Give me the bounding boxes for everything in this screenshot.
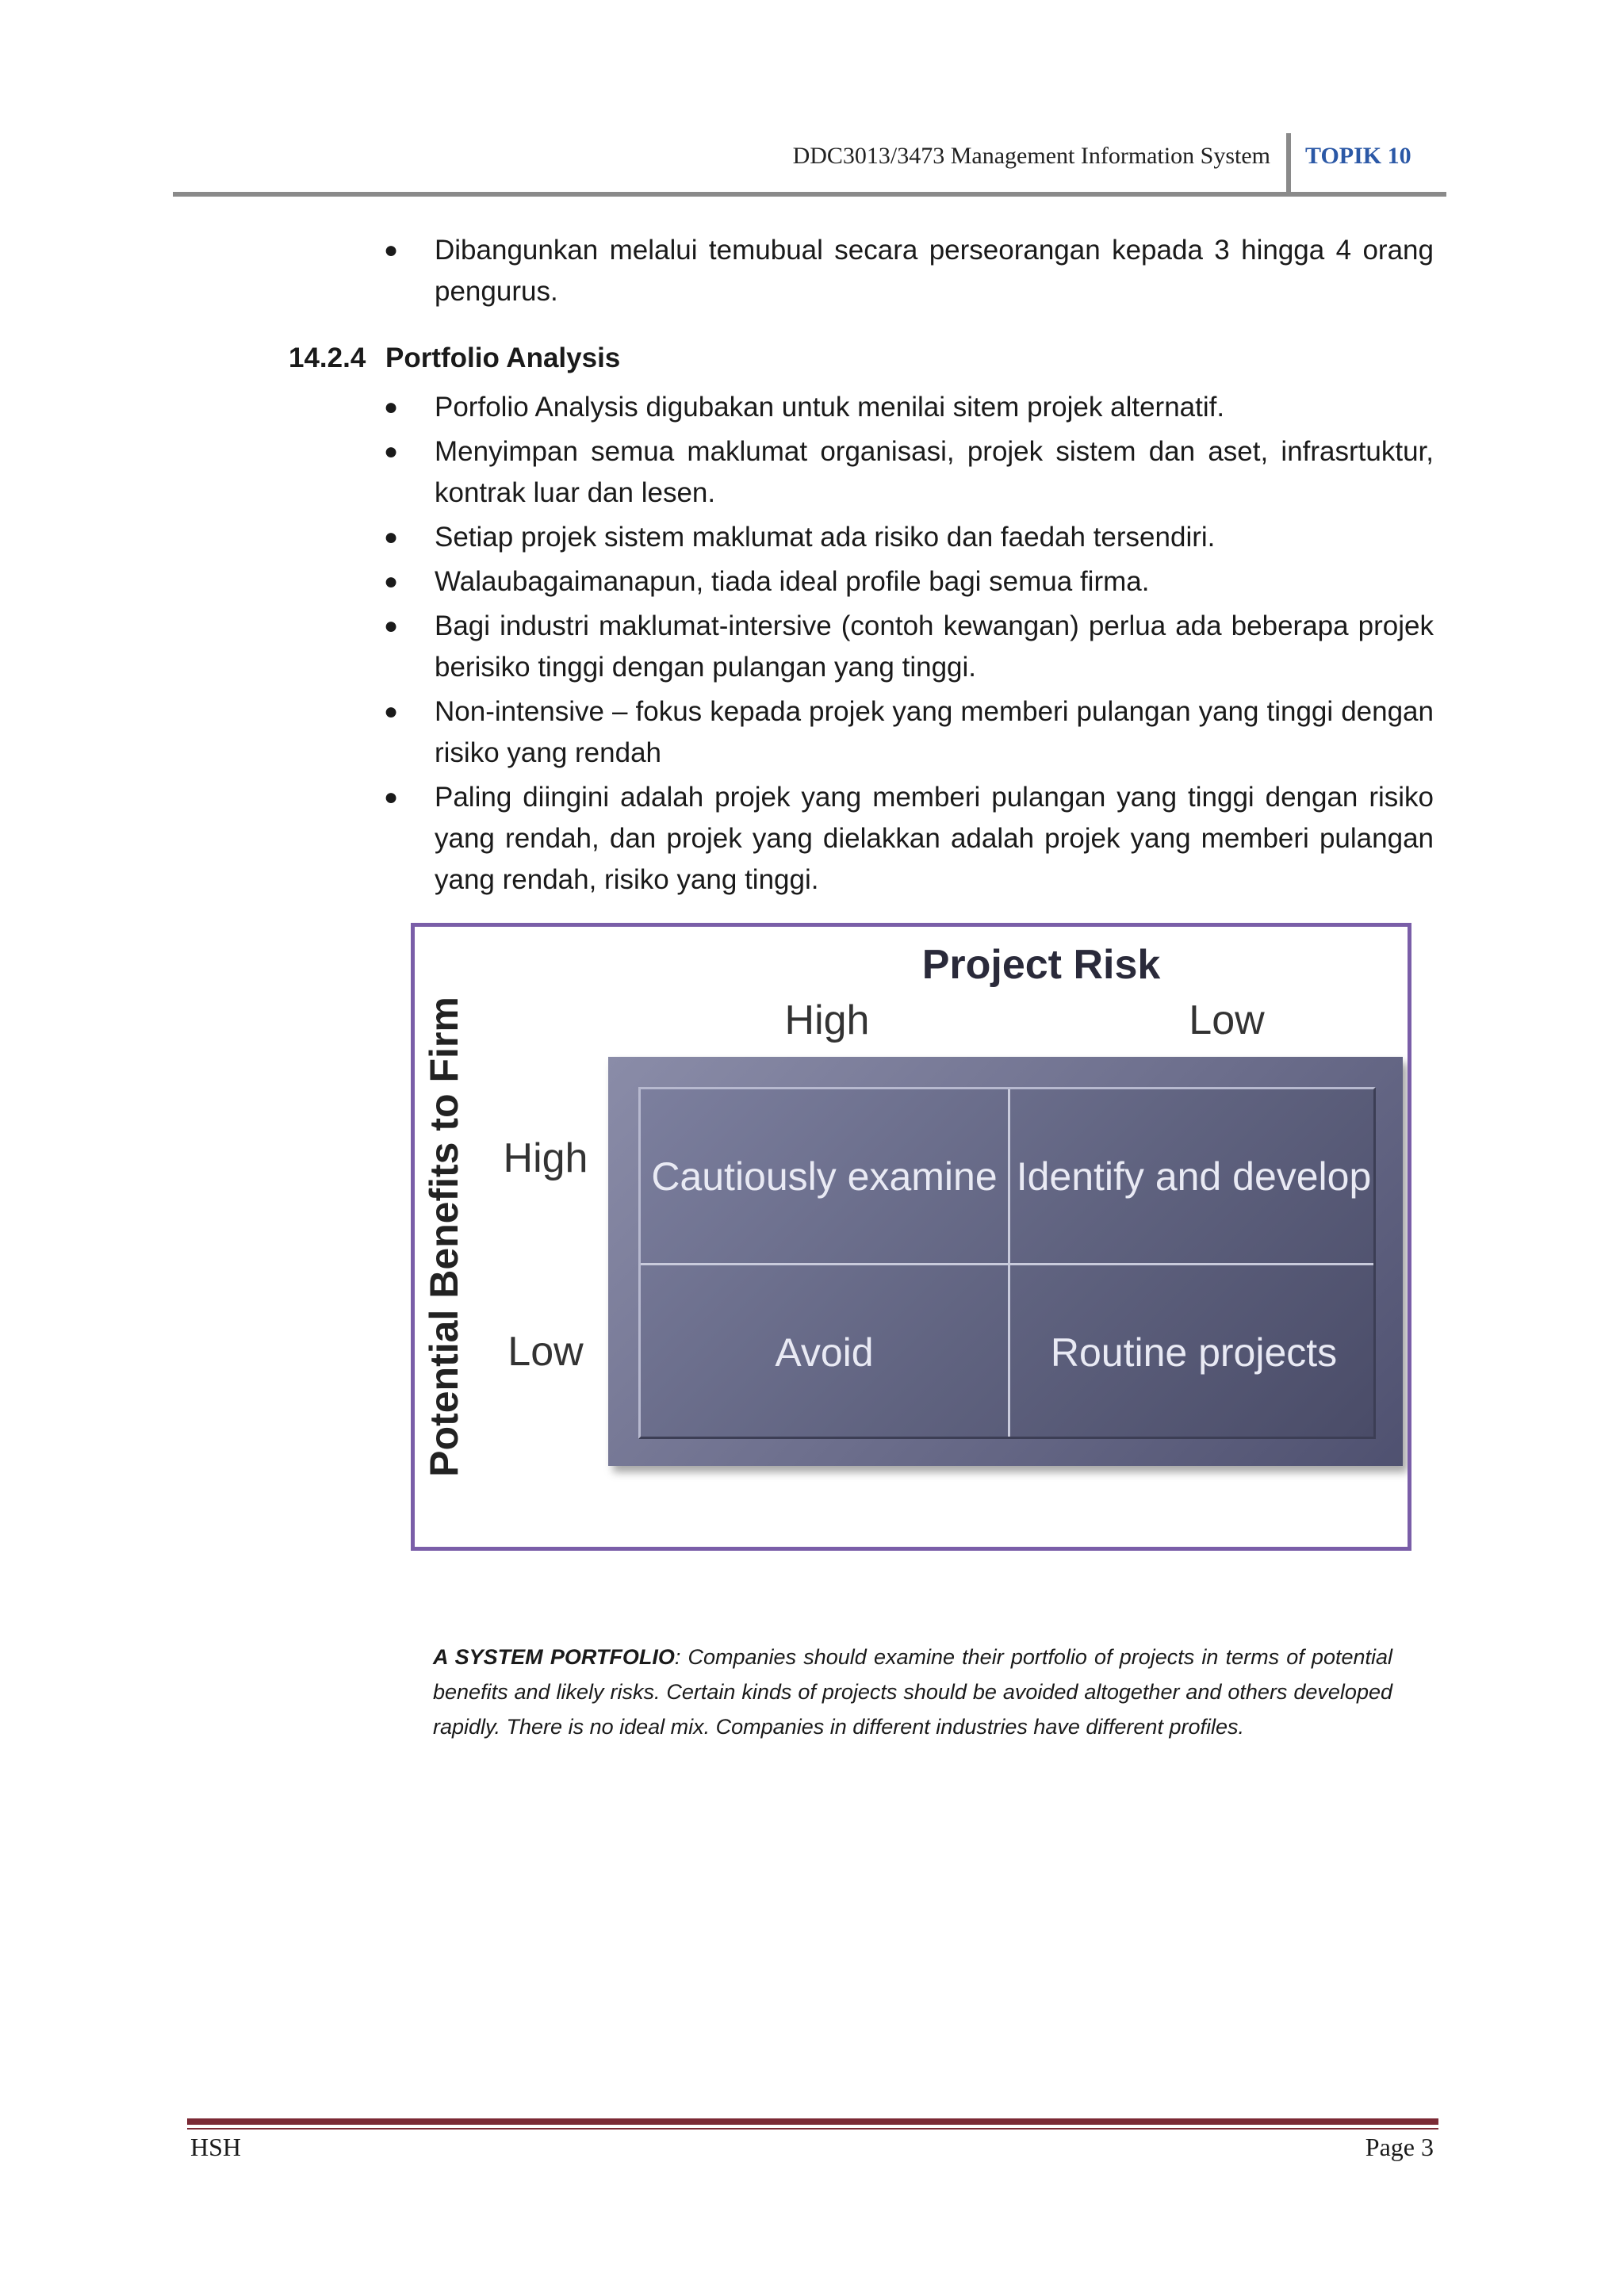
cell-avoid: Avoid — [775, 1330, 874, 1375]
list-item — [379, 561, 1434, 603]
matrix-grid — [638, 1087, 1376, 1439]
header-rule — [173, 192, 1446, 197]
bullet-icon: ● — [384, 784, 399, 810]
footer-rule-thin — [187, 2128, 1438, 2130]
cell-identify-and-develop: Identify and develop — [1016, 1154, 1372, 1199]
caption-lead: A SYSTEM PORTFOLIO — [433, 1645, 675, 1669]
figure-caption — [433, 1640, 1392, 1744]
column-label-low: Low — [1189, 997, 1265, 1043]
bullet-icon: ● — [384, 438, 399, 465]
bullet-text: Walaubagaimanapun, tiada ideal profile bagi semua firma. — [435, 566, 1150, 597]
footer-author: HSH — [190, 2133, 242, 2161]
section-heading — [289, 342, 620, 374]
bullet-icon: ● — [384, 394, 399, 420]
list-item — [379, 230, 1434, 312]
bullet-text: Setiap projek sistem maklumat ada risiko dan faedah tersendiri. — [435, 522, 1216, 553]
row-label-high: High — [503, 1135, 588, 1181]
row-label-low: Low — [508, 1329, 584, 1375]
bullet-text: Menyimpan semua maklumat organisasi, projek sistem dan aset, infrasrtuktur, kontrak luar dan lesen. — [435, 436, 1434, 508]
intro-bullet-list — [379, 230, 1434, 316]
list-item — [379, 431, 1434, 514]
section-number: 14.2.4 — [289, 342, 366, 373]
list-item — [379, 777, 1434, 901]
bullet-text: Dibangunkan melalui temubual secara perseorangan kepada 3 hingga 4 orang pengurus. — [435, 235, 1434, 307]
bullet-icon: ● — [384, 698, 399, 725]
bullet-text: Non-intensive – fokus kepada projek yang memberi pulangan yang tinggi dengan risiko yang rendah — [435, 696, 1434, 768]
bullet-icon: ● — [384, 237, 399, 263]
header-topic: TOPIK 10 — [1305, 143, 1411, 169]
cell-routine-projects: Routine projects — [1050, 1330, 1338, 1375]
column-label-high: High — [784, 997, 870, 1043]
row-axis-title: Potential Benefits to Firm — [422, 997, 466, 1477]
portfolio-matrix-figure — [411, 923, 1411, 1551]
section-bullet-list — [379, 387, 1434, 904]
matrix-frame — [608, 1057, 1403, 1466]
list-item — [379, 517, 1434, 558]
bullet-icon: ● — [384, 568, 399, 595]
bullet-icon: ● — [384, 613, 399, 639]
list-item — [379, 606, 1434, 688]
cell-cautiously-examine: Cautiously examine — [651, 1154, 998, 1199]
bullet-icon: ● — [384, 524, 399, 550]
bullet-text: Paling diingini adalah projek yang memberi pulangan yang tinggi dengan risiko yang rendah, dan projek yang dielakkan adalah projek yang memberi pulangan yang rendah, risiko yang tinggi. — [435, 782, 1434, 895]
list-item — [379, 691, 1434, 774]
bullet-text: Bagi industri maklumat-intersive (contoh kewangan) perlua ada beberapa projek berisiko tinggi dengan pulangan yang tinggi. — [435, 610, 1434, 683]
header-divider — [1286, 133, 1291, 195]
bullet-text: Porfolio Analysis digubakan untuk menilai sitem projek alternatif. — [435, 392, 1225, 423]
row-axis-title-wrapper — [416, 927, 472, 1547]
footer-rule-thick — [187, 2118, 1438, 2125]
footer-page-number: Page 3 — [1365, 2133, 1434, 2161]
caption-text: : Companies should examine their portfolio of projects in terms of potential benefits and likely risks. Certain kinds of projects should be avoided altogether and others developed rapidly. There is no ideal mix. Companies in different industries have different profiles. — [433, 1645, 1393, 1739]
header-title: DDC3013/3473 Management Information System — [792, 143, 1270, 169]
list-item — [379, 387, 1434, 428]
section-title: Portfolio Analysis — [385, 342, 621, 373]
column-axis-title: Project Risk — [921, 942, 1161, 988]
page-header — [173, 133, 1446, 197]
